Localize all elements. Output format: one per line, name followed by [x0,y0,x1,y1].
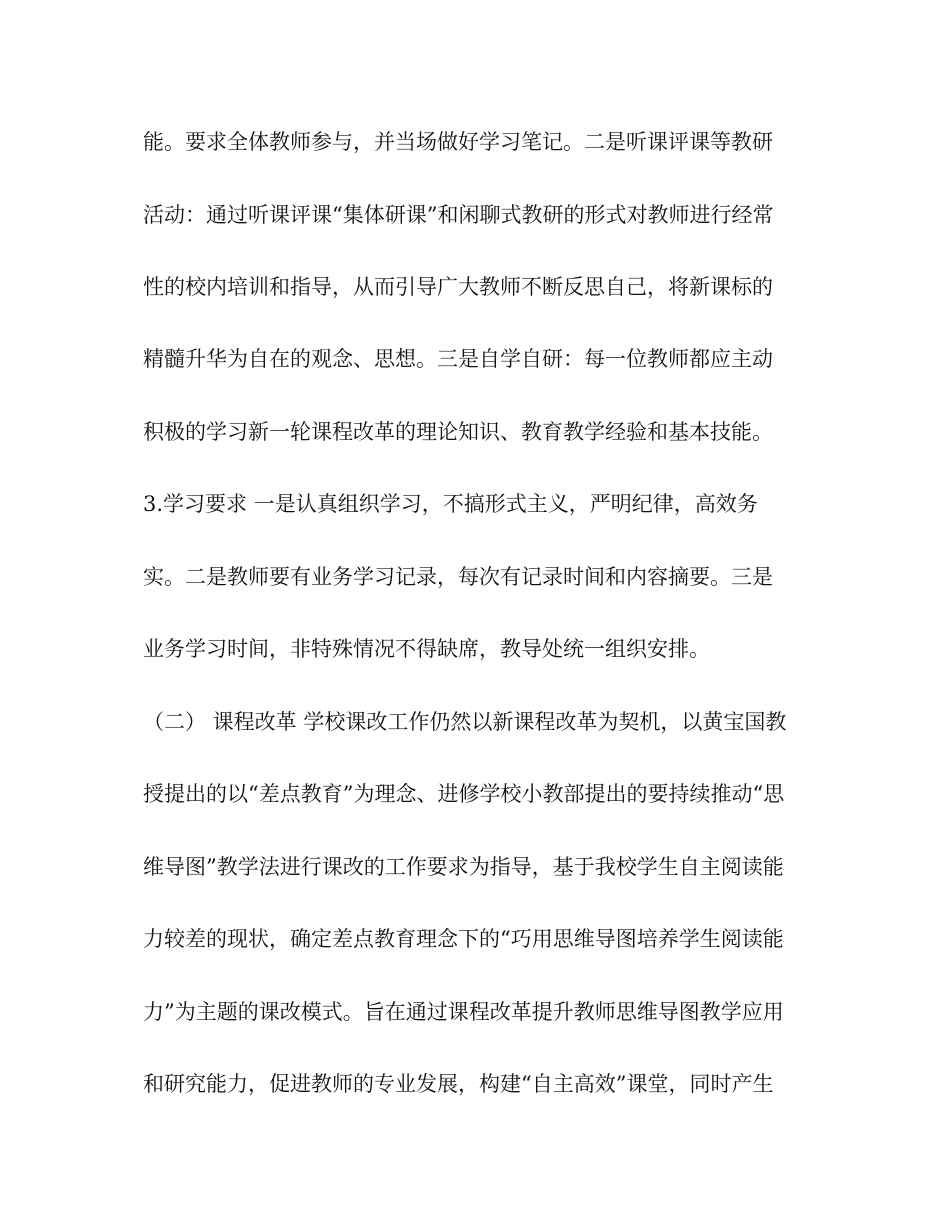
text-line: 实。二是教师要有业务学习记录，每次有记录时间和内容摘要。三是 [143,565,773,589]
text-line: 性的校内培训和指导，从而引导广大教师不断反思自己，将新课标的 [143,275,773,299]
text-line: 积极的学习新一轮课程改革的理论知识、教育教学经验和基本技能。 [143,420,773,444]
section-heading-line: （二） 课程改革 学校课改工作仍然以新课程改革为契机，以黄宝国教 [143,710,787,734]
text-line: 维导图”教学法进行课改的工作要求为指导，基于我校学生自主阅读能 [143,855,784,879]
text-line: 和研究能力，促进教师的专业发展，构建“自主高效”课堂，同时产生 [143,1072,774,1096]
text-line: 活动：通过听课评课“集体研课”和闲聊式教研的形式对教师进行经常 [143,203,774,227]
text-line: 3.学习要求 一是认真组织学习，不搞形式主义，严明纪律，高效务 [143,492,758,516]
text-line: 授提出的以“差点教育”为理念、进修学校小教部提出的要持续推动“思 [143,782,785,806]
text-line: 精髓升华为自在的观念、思想。三是自学自研：每一位教师都应主动 [143,347,773,371]
text-line: 力”为主题的课改模式。旨在通过课程改革提升教师思维导图教学应用 [143,1000,784,1024]
text-line: 能。要求全体教师参与，并当场做好学习笔记。二是听课评课等教研 [143,130,773,154]
text-line: 力较差的现状，确定差点教育理念下的“巧用思维导图培养学生阅读能 [143,927,784,951]
text-line: 业务学习时间，非特殊情况不得缺席，教导处统一组织安排。 [143,637,710,661]
